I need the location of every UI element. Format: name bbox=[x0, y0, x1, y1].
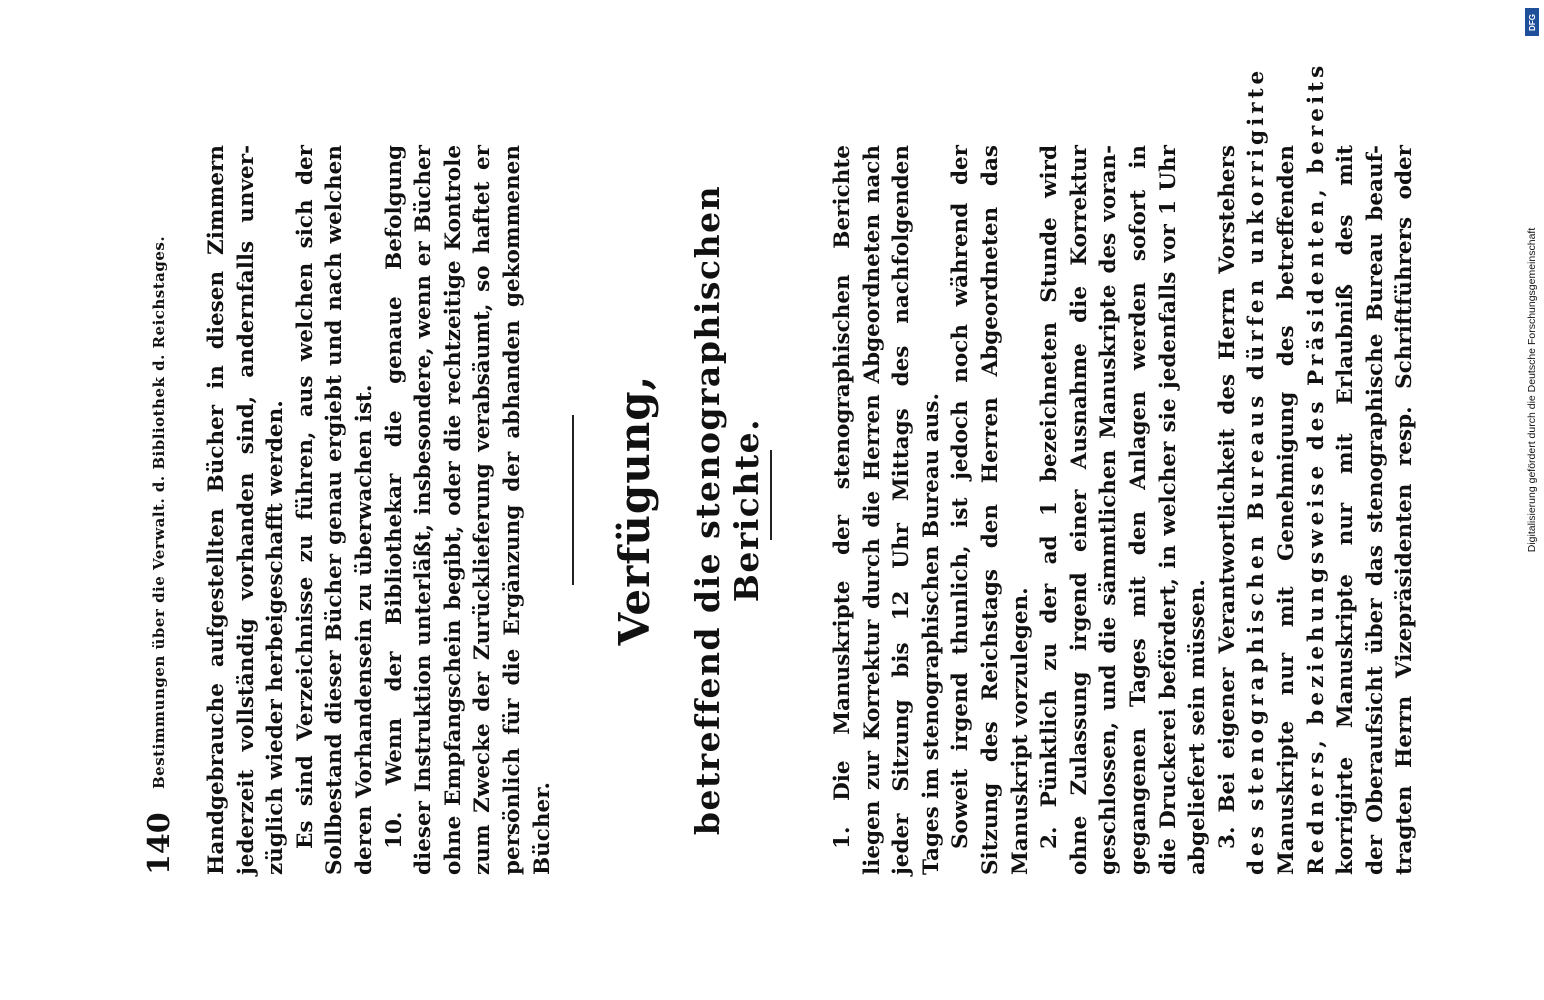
text-line: Sollbestand dieser Bücher genau ergiebt und nach welchen bbox=[322, 145, 348, 875]
text-line: Manuskripte nur mit Genehmigung des betreffenden bbox=[1273, 145, 1299, 875]
text-line: Soweit irgend thunlich, ist jedoch noch während der bbox=[948, 145, 974, 849]
text-line: gegangenen Tages mit den Anlagen werden sofort in bbox=[1125, 145, 1151, 875]
text-line: deren Vorhandensein zu überwachen ist. bbox=[351, 384, 377, 875]
text-line: dieser Instruktion unterläßt, insbesondere, wenn er Bücher bbox=[411, 145, 437, 875]
section-subtitle: betreffend die stenographischen Berichte. bbox=[688, 184, 766, 836]
text-line: jederzeit vollständig vorhanden sind, andernfalls unver- bbox=[233, 145, 259, 875]
text-line: des stenographischen Bureaus dürfen unkorrigirte bbox=[1244, 66, 1270, 875]
text-line: geschlossen, und die sämmtlichen Manuskripte des voran- bbox=[1096, 145, 1122, 875]
running-title: Bestimmungen über die Verwalt. d. Bibliothek d. Reichstages. bbox=[150, 235, 168, 789]
lower-text-block bbox=[828, 61, 1420, 875]
text-line: der Oberaufsicht über das stenographische Bureau beauf- bbox=[1362, 145, 1388, 875]
text-line: Manuskript vorzulegen. bbox=[1007, 587, 1033, 875]
text-line: zum Zwecke der Zurücklieferung verabsäumt, so haftet er bbox=[470, 145, 496, 875]
text-line: Es sind Verzeichnisse zu führen, aus welchen sich der bbox=[292, 145, 318, 849]
text-line: korrigirte Manuskripte nur mit Erlaubniß des mit bbox=[1333, 145, 1359, 875]
text-line: 3. Bei eigener Verantwortlichkeit des Herrn Vorstehers bbox=[1214, 145, 1240, 849]
text-line: tragten Herrn Vizepräsidenten resp. Schriftführers oder bbox=[1392, 145, 1418, 875]
rotated-book-page bbox=[140, 61, 1418, 875]
text-line: 10. Wenn der Bibliothekar die genaue Befolgung bbox=[381, 145, 407, 849]
text-line: 1. Die Manuskripte der stenographischen Berichte bbox=[830, 145, 855, 849]
text-line: Bücher. bbox=[529, 781, 555, 875]
running-head bbox=[140, 135, 180, 875]
page-number: 140 bbox=[142, 812, 177, 875]
text-line: Redners, beziehungsweise des Präsidenten, bereits bbox=[1303, 61, 1329, 875]
text-line: abgeliefert sein müssen. bbox=[1185, 579, 1211, 875]
text-line: jeder Sitzung bis 12 Uhr Mittags des nachfolgenden bbox=[889, 145, 915, 875]
section-divider-rule bbox=[572, 415, 574, 585]
subtitle-rule bbox=[770, 450, 772, 540]
text-line: persönlich für die Ergänzung der abhanden gekommenen bbox=[499, 145, 525, 875]
text-line: Sitzung des Reichstags den Herren Abgeordneten das bbox=[977, 145, 1003, 875]
dfg-logo-badge bbox=[1525, 8, 1539, 36]
digitization-credit bbox=[1520, 0, 1544, 1000]
text-line: ohne Empfangschein begibt, oder die rechtzeitige Kontrole bbox=[440, 145, 466, 875]
dfg-badge-label: DFG bbox=[1527, 13, 1537, 31]
digitization-credit-text: Digitalisierung gefördert durch die Deutsche Forschungsgemeinschaft bbox=[1526, 227, 1538, 553]
upper-text-block bbox=[202, 145, 557, 875]
text-line: die Druckerei befördert, in welcher sie jedenfalls vor 1 Uhr bbox=[1155, 145, 1181, 875]
section-title: Verfügung, bbox=[610, 374, 659, 646]
text-line: Handgebrauche aufgestellten Bücher in diesen Zimmern bbox=[204, 145, 229, 875]
text-line: ohne Zulassung irgend einer Ausnahme die Korrektur bbox=[1066, 145, 1092, 875]
text-line: züglich wieder herbeigeschafft werden. bbox=[263, 400, 289, 875]
text-line: liegen zur Korrektur durch die Herren Abgeordneten nach bbox=[859, 145, 885, 875]
text-line: Tages im stenographischen Bureau aus. bbox=[918, 392, 944, 875]
text-line: 2. Pünktlich zu der ad 1 bezeichneten Stunde wird bbox=[1037, 145, 1063, 849]
